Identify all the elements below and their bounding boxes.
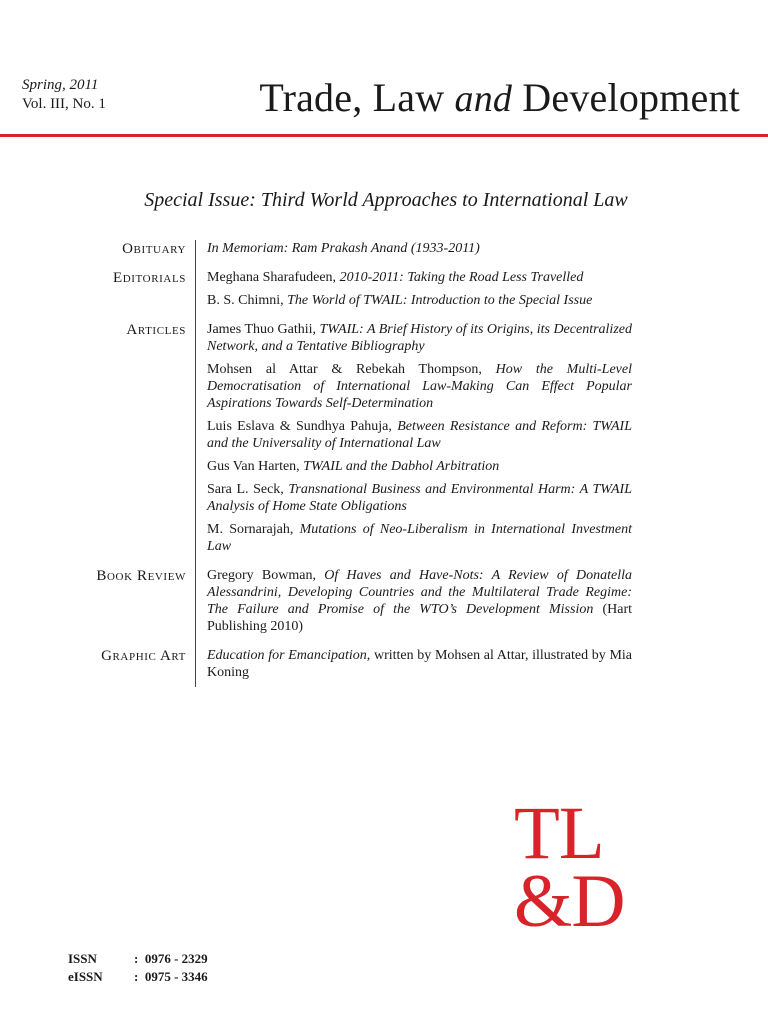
toc-entry[interactable] bbox=[207, 269, 632, 286]
entry-reviewed-title: Developing Countries and the Multilateral Trade Regime: The Failure and Promise of the WTO’s Development Mission bbox=[207, 585, 633, 617]
issue-season: Spring, 2011 bbox=[22, 77, 99, 93]
section-label-editorials: Editorials bbox=[112, 270, 186, 286]
eissn-separator: : bbox=[134, 969, 145, 984]
entry-title: TWAIL and the Dabhol Arbitration bbox=[303, 459, 500, 474]
tlnd-logo bbox=[514, 792, 625, 943]
entry-title: In Memoriam: Ram Prakash Anand (1933-2011) bbox=[207, 241, 480, 256]
toc-entry[interactable] bbox=[207, 240, 632, 257]
entry-title: Education for Emancipation bbox=[207, 648, 367, 663]
eissn-row bbox=[68, 968, 208, 986]
journal-title bbox=[259, 74, 740, 123]
toc-entry[interactable] bbox=[207, 481, 632, 515]
toc-entry[interactable] bbox=[207, 292, 632, 309]
entry-title: The World of TWAIL: Introduction to the Special Issue bbox=[287, 293, 593, 308]
issn-separator: : bbox=[134, 951, 145, 966]
entry-title: Of Haves and Have-Nots: A Review of bbox=[324, 568, 577, 583]
entry-author: Gregory Bowman, bbox=[207, 568, 325, 583]
entry-reviewed-author: Donatella Alessandrini, bbox=[207, 568, 633, 600]
toc-entry[interactable] bbox=[207, 321, 632, 355]
section-label-articles: Articles bbox=[126, 322, 186, 338]
logo-line-1: TL bbox=[514, 792, 604, 875]
section-label-book-review: Book Review bbox=[96, 568, 186, 584]
entry-title: 2010-2011: Taking the Road Less Travelled bbox=[339, 270, 584, 285]
header-red-rule bbox=[0, 134, 768, 137]
issn-value: 0976 - 2329 bbox=[144, 951, 208, 966]
entry-publisher: (Hart Publishing 2010) bbox=[207, 602, 632, 634]
entry-title: Between Resistance and Reform: TWAIL and the Universality of International Law bbox=[207, 419, 633, 451]
section-label-obituary: Obituary bbox=[122, 241, 186, 257]
entry-author: James Thuo Gathii, bbox=[207, 322, 320, 337]
section-articles bbox=[40, 321, 632, 567]
entry-author: Luis Eslava & Sundhya Pahuja, bbox=[207, 419, 398, 434]
issue-info bbox=[22, 76, 106, 114]
logo-line-2: &D bbox=[514, 860, 625, 943]
issn-block bbox=[68, 950, 208, 986]
entry-title: Mutations of Neo-Liberalism in International Investment Law bbox=[207, 522, 632, 554]
special-issue-heading: Special Issue: Third World Approaches to International Law bbox=[144, 189, 628, 211]
section-editorials bbox=[40, 269, 632, 321]
entry-author: Meghana Sharafudeen, bbox=[207, 270, 340, 285]
section-obituary bbox=[40, 240, 632, 269]
toc-entry[interactable] bbox=[207, 418, 632, 452]
journal-title-part2: Development bbox=[512, 75, 740, 120]
section-book-review bbox=[40, 567, 632, 647]
entry-author: Mohsen al Attar & Rebekah Thompson, bbox=[207, 362, 496, 377]
entry-author: M. Sornarajah, bbox=[207, 522, 300, 537]
toc-entry[interactable] bbox=[207, 361, 632, 412]
issue-volume: Vol. III, No. 1 bbox=[22, 96, 106, 112]
entry-title: How the Multi-Level Democratisation of International Law-Making Can Effect Popular Aspirations Towards Self-Determination bbox=[207, 362, 632, 411]
issn-label: ISSN bbox=[68, 951, 97, 966]
section-label-graphic-art: Graphic Art bbox=[101, 648, 186, 664]
entry-title: Transnational Business and Environmental Harm: A TWAIL Analysis of Home State Obligations bbox=[207, 482, 632, 514]
eissn-value: 0975 - 3346 bbox=[144, 969, 208, 984]
entry-author: B. S. Chimni, bbox=[207, 293, 288, 308]
journal-title-conjunction: and bbox=[454, 78, 513, 120]
toc-entry[interactable] bbox=[207, 458, 632, 475]
entry-credits: , written by Mohsen al Attar, illustrated by Mia Koning bbox=[207, 648, 632, 680]
entry-author: Sara L. Seck, bbox=[207, 482, 289, 497]
journal-title-part1: Trade, Law bbox=[259, 75, 455, 120]
entry-author: Gus Van Harten, bbox=[207, 459, 304, 474]
entry-title: TWAIL: A Brief History of its Origins, its Decentralized Network, and a Tentative Bibliography bbox=[207, 322, 632, 354]
section-entries-editorials bbox=[195, 269, 632, 321]
toc-entry[interactable] bbox=[207, 521, 632, 555]
toc-entry[interactable] bbox=[207, 647, 632, 681]
toc-entry[interactable] bbox=[207, 567, 632, 635]
section-entries-graphic-art bbox=[195, 647, 632, 687]
section-graphic-art bbox=[40, 647, 632, 687]
issn-row bbox=[68, 950, 208, 968]
section-entries-book-review bbox=[195, 567, 632, 647]
section-entries-articles bbox=[195, 321, 632, 567]
table-of-contents bbox=[40, 240, 632, 687]
section-entries-obituary bbox=[195, 240, 632, 269]
eissn-label: eISSN bbox=[68, 969, 103, 984]
